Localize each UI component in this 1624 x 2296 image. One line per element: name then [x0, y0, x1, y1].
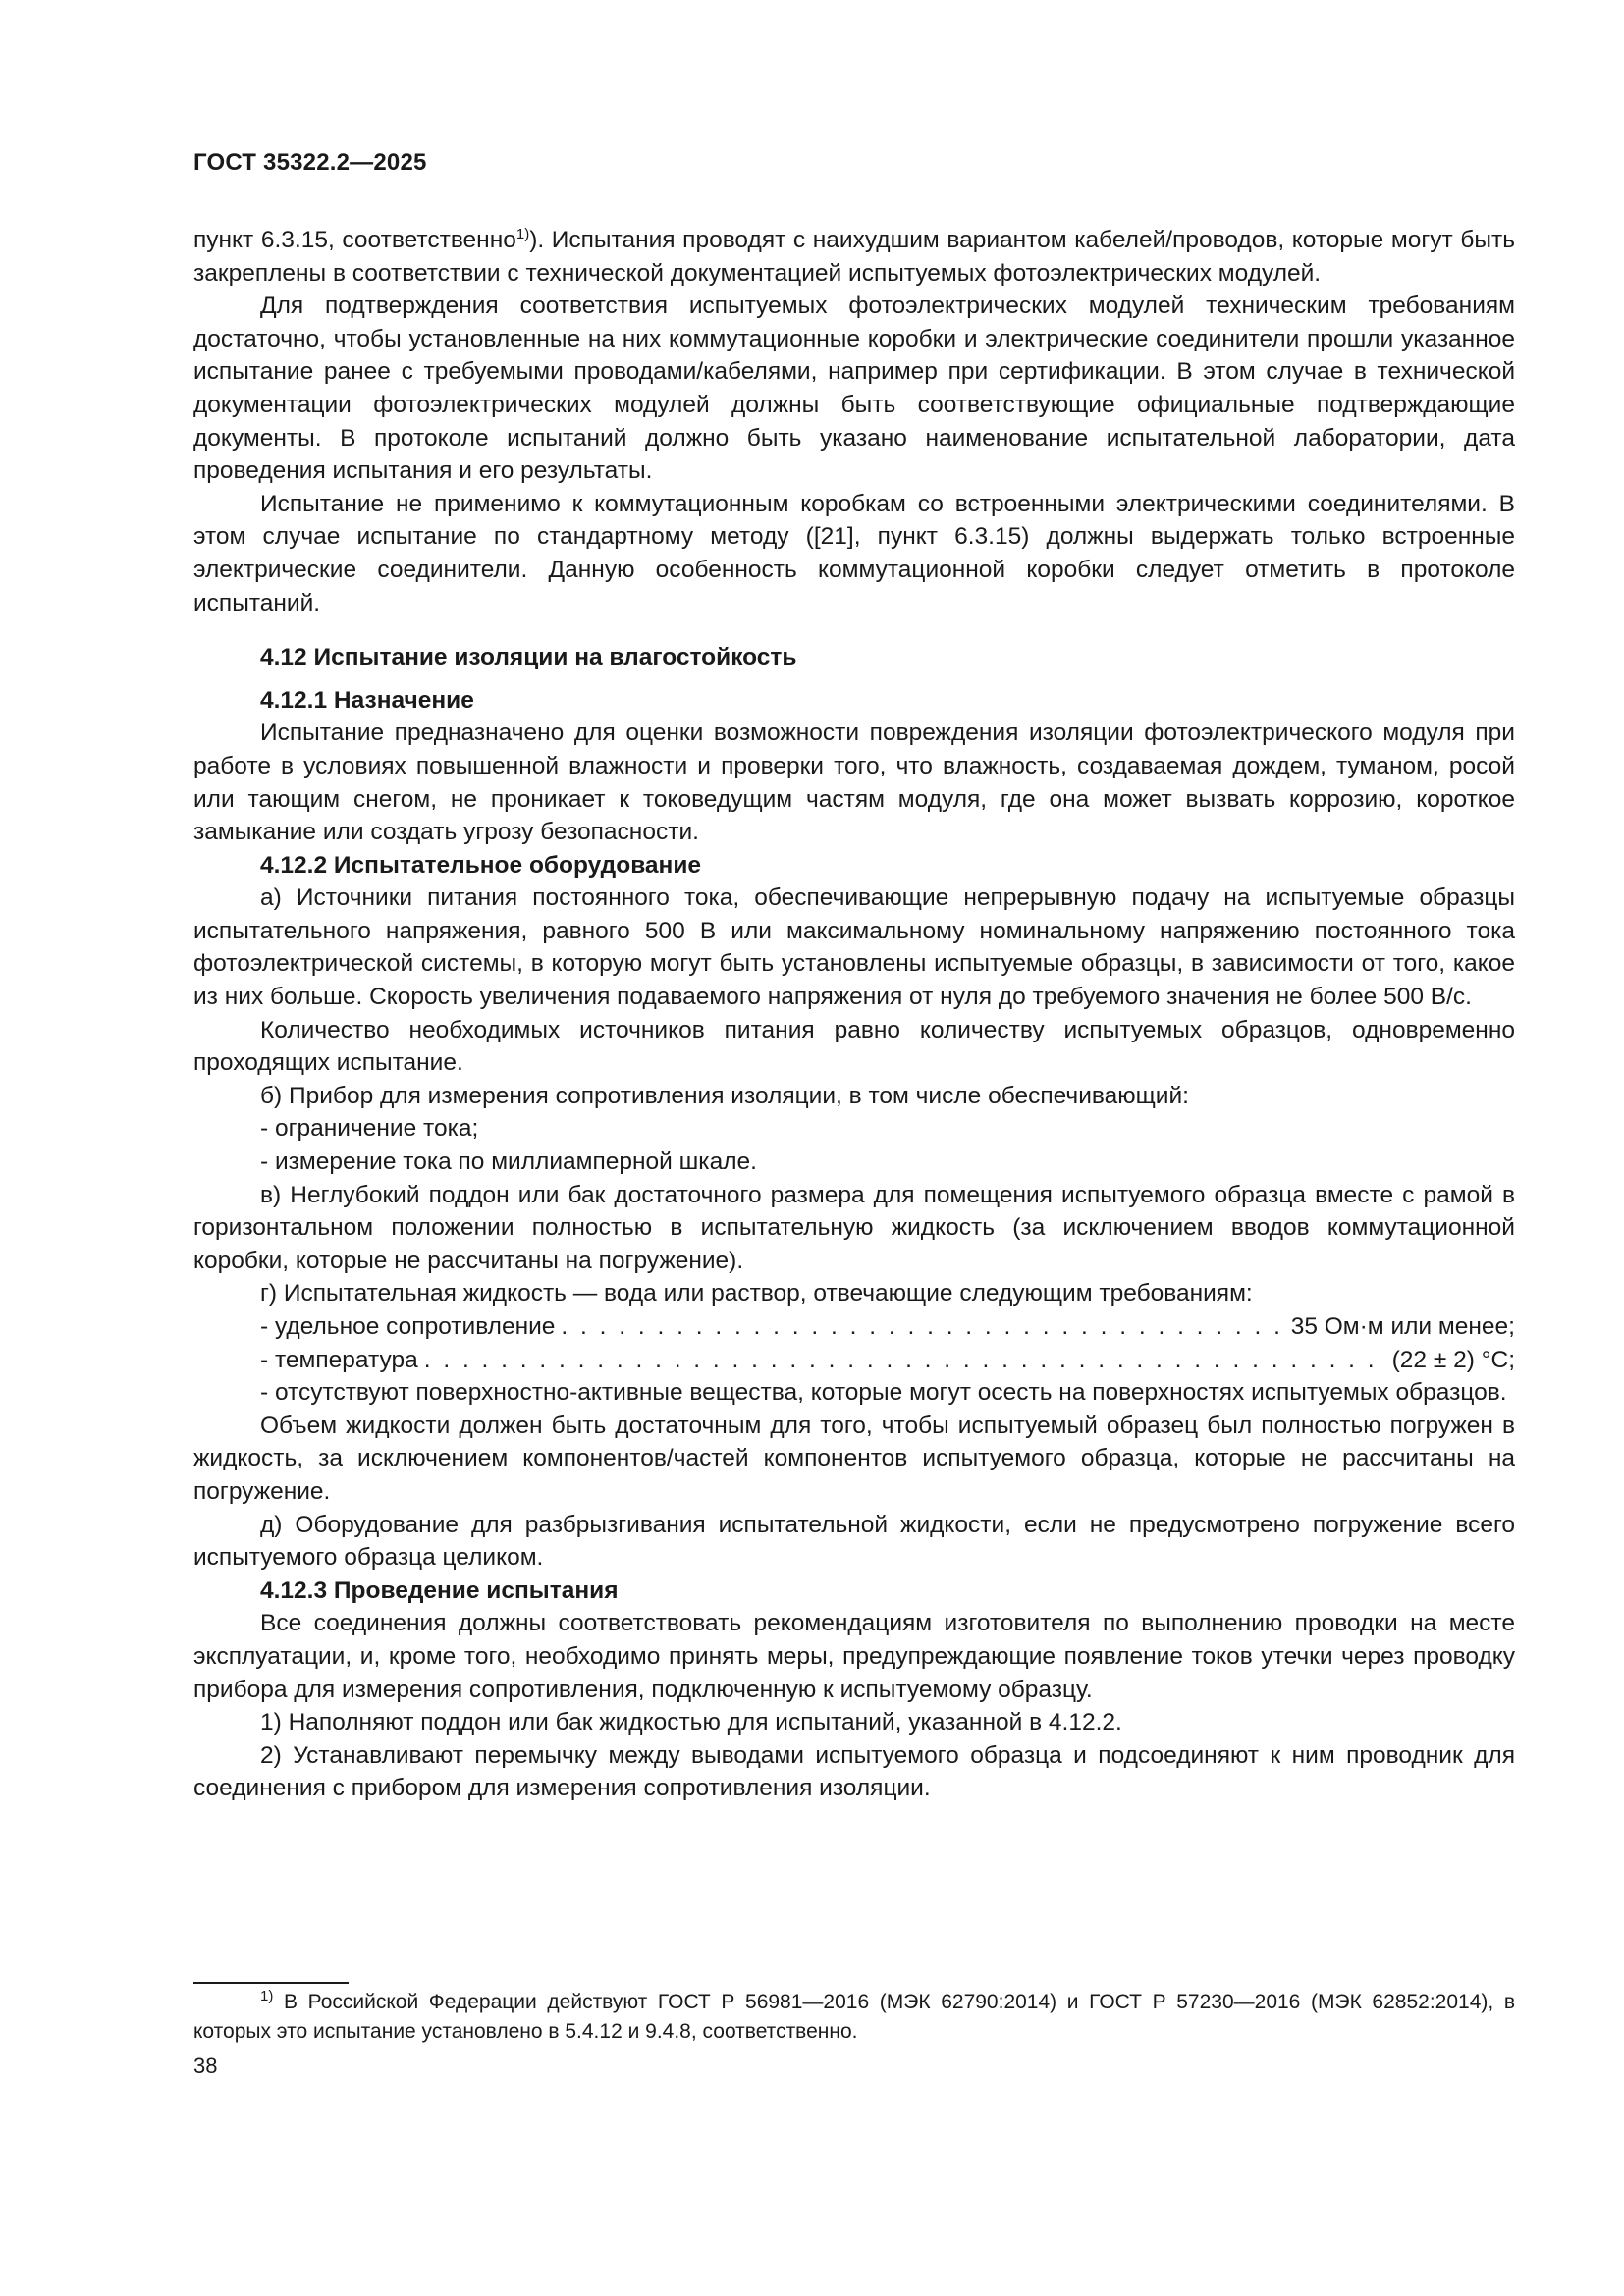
- list-item-resistivity: [193, 1310, 1515, 1344]
- leader-label: - температура: [260, 1346, 418, 1373]
- paragraph: Количество необходимых источников питания равно количеству испытуемых образцов, одновременно проходящих испытание.: [193, 1016, 1515, 1077]
- paragraph: Все соединения должны соответствовать рекомендациям изготовителя по выполнению проводки на месте эксплуатации, и, кроме того, необходимо принять меры, предупреждающие появление токов утечки через проводку прибора для измерения сопротивления, подключенную к испытуемому образцу.: [193, 1610, 1515, 1703]
- footnote-marker: 1): [260, 1988, 274, 2004]
- paragraph: Объем жидкости должен быть достаточным для того, чтобы испытуемый образец был полностью погружен в жидкость, за исключением компонентов/частей компонентов испытуемого образца, которые не рассчитаны на погружение.: [193, 1412, 1515, 1505]
- page-header-standard: ГОСТ 35322.2—2025: [193, 149, 427, 176]
- subsection-heading-4-12-1: 4.12.1 Назначение: [260, 686, 474, 714]
- subsection-heading-4-12-2: 4.12.2 Испытательное оборудование: [260, 851, 702, 879]
- paragraph: д) Оборудование для разбрызгивания испытательной жидкости, если не предусмотрено погружение всего испытуемого образца целиком.: [193, 1511, 1515, 1572]
- paragraph: Для подтверждения соответствия испытуемых фотоэлектрических модулей техническим требованиям достаточно, чтобы установленные на них коммутационные коробки и электрические соединители прошли указанное испытание ранее с требуемыми проводами/кабелями, например при сертификации. В этом случае в технической документации фотоэлектрических модулей должны быть соответствующие официальные подтверждающие документы. В протоколе испытаний должно быть указано наименование испытательной лаборатории, дата проведения испытания и его результаты.: [193, 293, 1515, 485]
- paragraph-continuation: [193, 224, 1515, 290]
- leader-label: - удельное сопротивление: [260, 1313, 556, 1340]
- paragraph: 1) Наполняют поддон или бак жидкостью для испытаний, указанной в 4.12.2.: [260, 1709, 1122, 1736]
- footnote-reference: 1): [515, 225, 530, 242]
- footnote-separator: [193, 1982, 349, 1984]
- list-item: - ограничение тока;: [260, 1115, 479, 1143]
- paragraph: в) Неглубокий поддон или бак достаточного размера для помещения испытуемого образца вместе с рамой в горизонтальном положении полностью в испытательную жидкость (за исключением вводов коммутационной коробки, которые не рассчитаны на погружение).: [193, 1181, 1515, 1274]
- paragraph: Испытание не применимо к коммутационным коробкам со встроенными электрическими соединителями. В этом случае испытание по стандартному методу ([21], пункт 6.3.15) должны выдержать только встроенные электрические соединители. Данную особенность коммутационной коробки следует отметить в протоколе испытаний.: [193, 490, 1515, 616]
- leader-dots: [424, 1344, 1386, 1377]
- leader-dots: [561, 1310, 1284, 1344]
- footnote-text: В Российской Федерации действуют ГОСТ Р 56981—2016 (МЭК 62790:2014) и ГОСТ Р 57230—2016 (МЭК 62852:2014), в которых это испытание установлено в 5.4.12 и 9.4.8, соответственно.: [193, 1991, 1515, 2043]
- list-item-temperature: [193, 1344, 1515, 1377]
- leader-value: (22 ± 2) °С;: [1391, 1346, 1515, 1373]
- paragraph: 2) Устанавливают перемычку между выводами испытуемого образца и подсоединяют к ним проводник для соединения с прибором для измерения сопротивления изоляции.: [193, 1741, 1515, 1802]
- subsection-heading-4-12-3: 4.12.3 Проведение испытания: [260, 1576, 619, 1604]
- paragraph: Испытание предназначено для оценки возможности повреждения изоляции фотоэлектрического модуля при работе в условиях повышенной влажности и проверки того, что влажность, создаваемая дождем, туманом, росой или тающим снегом, не проникает к токоведущим частям модуля, где она может вызвать коррозию, короткое замыкание или создать угрозу безопасности.: [193, 720, 1515, 846]
- page-number: 38: [193, 2054, 218, 2078]
- paragraph-text: пункт 6.3.15, соответственно: [193, 227, 516, 253]
- paragraph: а) Источники питания постоянного тока, обеспечивающие непрерывную подачу на испытуемые образцы испытательного напряжения, равного 500 В или максимальному номинальному напряжению постоянного тока фотоэлектрической системы, в которую могут быть установлены испытуемые образцы, в зависимости от того, какое из них больше. Скорость увеличения подаваемого напряжения от нуля до требуемого значения не более 500 В/с.: [193, 884, 1515, 1011]
- paragraph: г) Испытательная жидкость — вода или раствор, отвечающие следующим требованиям:: [260, 1280, 1253, 1308]
- section-heading-4-12: 4.12 Испытание изоляции на влагостойкость: [260, 644, 797, 671]
- footnote: [193, 1988, 1515, 2047]
- body-text: [193, 224, 1515, 1805]
- paragraph-text: ). Испытания проводят с наихудшим вариантом кабелей/проводов, которые могут быть закреплены в соответствии с технической документацией испытуемых фотоэлектрических модулей.: [193, 227, 1515, 287]
- leader-value: 35 Ом·м или менее;: [1290, 1313, 1515, 1340]
- list-item: - отсутствуют поверхностно-активные вещества, которые могут осесть на поверхностях испытуемых образцов.: [260, 1379, 1507, 1407]
- paragraph: б) Прибор для измерения сопротивления изоляции, в том числе обеспечивающий:: [260, 1082, 1189, 1109]
- list-item: - измерение тока по миллиамперной шкале.: [260, 1148, 757, 1176]
